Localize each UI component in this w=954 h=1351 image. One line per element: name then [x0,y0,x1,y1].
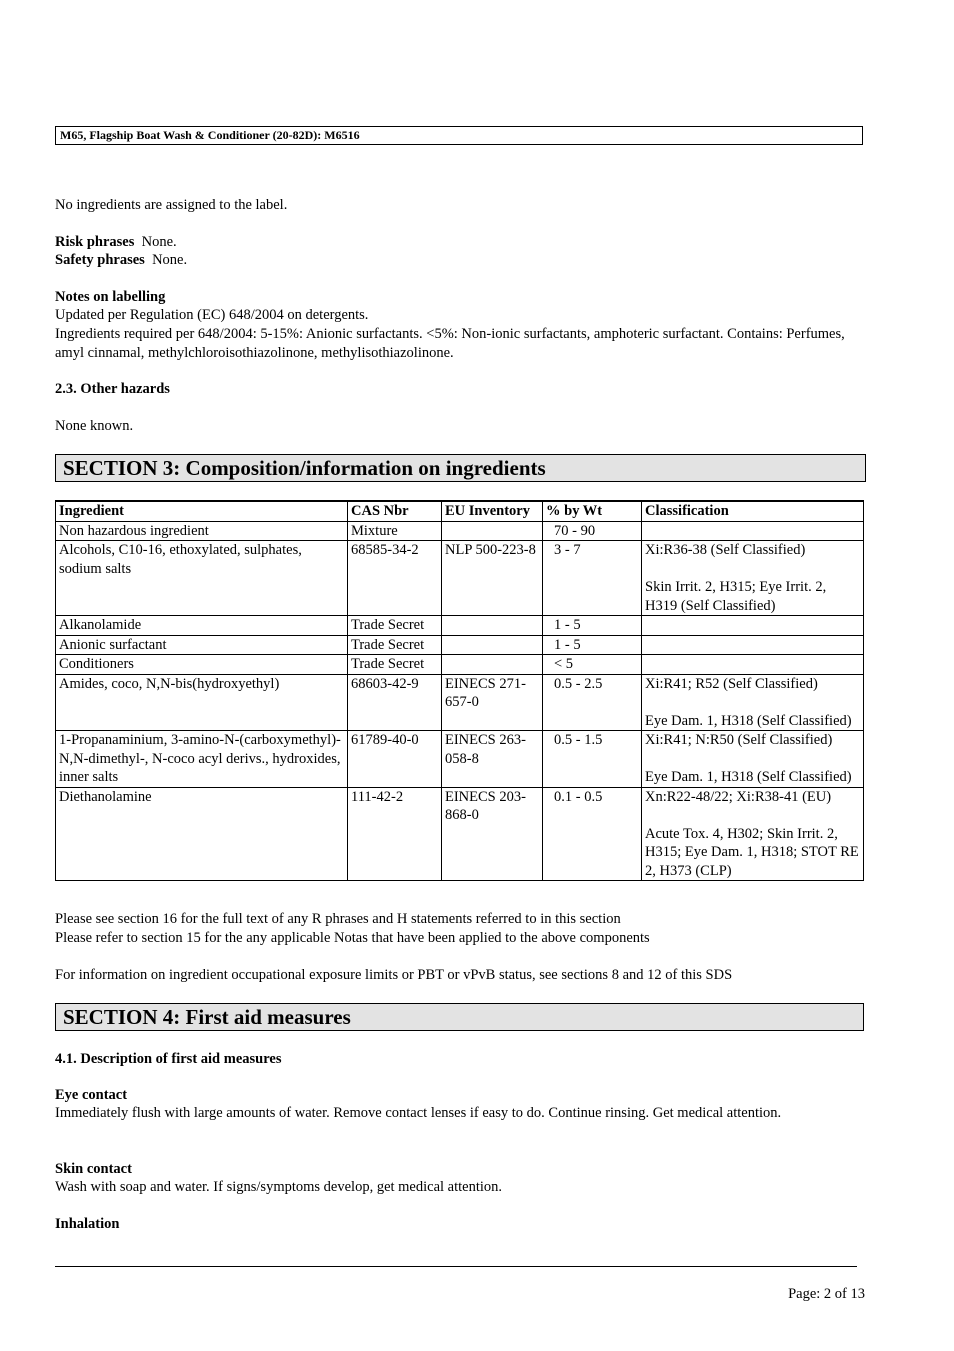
wt-cell: 1 - 5 [543,616,642,636]
ingredient-cell: Diethanolamine [56,787,348,881]
ingredient-cell: Anionic surfactant [56,635,348,655]
section3-title: SECTION 3: Composition/information on ingredients [55,454,866,482]
page-number: Page: 2 of 13 [788,1286,865,1302]
classification-h: Skin Irrit. 2, H315; Eye Irrit. 2, H319 (Self Classified) [645,579,827,614]
eye-contact-text: Immediately flush with large amounts of water. Remove contact lenses if easy to do. Continue rinsing. Get medical attention. [55,1105,782,1121]
classification-r: Xi:R41; R52 (Self Classified) [645,675,818,692]
cas-cell: Trade Secret [348,616,442,636]
section3-note1: Please see section 16 for the full text of any R phrases and H statements referred to in this section [55,911,621,927]
wt-cell: 0.5 - 1.5 [543,731,642,788]
eu-cell: EINECS 271-657-0 [442,674,543,731]
ingredients-table [55,500,864,881]
notes-heading: Notes on labelling [55,289,166,305]
eu-cell: EINECS 263-058-8 [442,731,543,788]
risk-phrases [55,233,867,252]
ingredient-cell: Non hazardous ingredient [56,521,348,541]
table-row [56,787,864,881]
classification-r: Xn:R22-48/22; Xi:R38-41 (EU) [645,788,832,805]
table-row [56,655,864,675]
safety-phrases-label: Safety phrases [55,252,145,268]
classification-cell [642,655,864,675]
footer-divider [55,1266,857,1267]
notes-line1: Updated per Regulation (EC) 648/2004 on detergents. [55,307,369,323]
table-row [56,541,864,616]
other-hazards-text: None known. [55,418,134,434]
cas-cell: 68603-42-9 [348,674,442,731]
classification-cell [642,731,864,788]
section4-sub-heading: 4.1. Description of first aid measures [55,1051,282,1067]
risk-phrases-value: None. [141,234,177,250]
skin-contact-heading: Skin contact [55,1161,132,1177]
ingredient-cell: 1-Propanaminium, 3-amino-N-(carboxymethyl)-N,N-dimethyl-, N-coco acyl derivs., hydroxides, inner salts [56,731,348,788]
eu-cell [442,635,543,655]
eu-cell: NLP 500-223-8 [442,541,543,616]
table-row [56,616,864,636]
cas-cell: Mixture [348,521,442,541]
safety-phrases-value: None. [152,252,188,268]
classification-cell [642,635,864,655]
classification-r: Xi:R41; N:R50 (Self Classified) [645,732,833,748]
eu-cell: EINECS 203-868-0 [442,787,543,881]
classification-cell [642,541,864,616]
other-hazards-heading: 2.3. Other hazards [55,381,170,397]
cas-cell: 61789-40-0 [348,731,442,788]
table-row [56,521,864,541]
eu-cell [442,655,543,675]
classification-r: Xi:R36-38 (Self Classified) [645,542,806,558]
classification-h: Acute Tox. 4, H302; Skin Irrit. 2, H315; Eye Dam. 1, H318; STOT RE 2, H373 (CLP) [645,825,859,879]
wt-cell: 0.5 - 2.5 [543,674,642,731]
ingredient-cell: Conditioners [56,655,348,675]
inhalation-heading: Inhalation [55,1216,120,1232]
eu-cell [442,616,543,636]
risk-phrases-label: Risk phrases [55,234,135,250]
cas-cell: Trade Secret [348,655,442,675]
col-cas: CAS Nbr [348,501,442,521]
no-ingredients-text: No ingredients are assigned to the label. [55,197,288,213]
classification-cell [642,616,864,636]
ingredient-cell: Alcohols, C10-16, ethoxylated, sulphates, sodium salts [56,541,348,616]
col-wt: % by Wt [543,501,642,521]
classification-h: Eye Dam. 1, H318 (Self Classified) [645,769,852,785]
document-header: M65, Flagship Boat Wash & Conditioner (20-82D): M6516 [55,126,863,145]
section3-note2: Please refer to section 15 for the any applicable Notas that have been applied to the above components [55,930,650,946]
cas-cell: Trade Secret [348,635,442,655]
ingredient-cell: Amides, coco, N,N-bis(hydroxyethyl) [56,674,348,731]
ingredient-cell: Alkanolamide [56,616,348,636]
eu-cell [442,521,543,541]
table-row [56,635,864,655]
cas-cell: 68585-34-2 [348,541,442,616]
col-ingredient: Ingredient [56,501,348,521]
classification-h: Eye Dam. 1, H318 (Self Classified) [645,712,852,729]
wt-cell: 1 - 5 [543,635,642,655]
wt-cell: 0.1 - 0.5 [543,787,642,881]
classification-cell [642,674,864,731]
classification-cell [642,521,864,541]
table-row [56,674,864,731]
classification-cell [642,787,864,881]
wt-cell: < 5 [543,655,642,675]
section4-title: SECTION 4: First aid measures [55,1003,864,1031]
col-eu-inventory: EU Inventory [442,501,543,521]
eye-contact-heading: Eye contact [55,1087,128,1103]
col-classification: Classification [642,501,864,521]
safety-phrases [55,251,867,270]
table-row [56,731,864,788]
notes-line2: Ingredients required per 648/2004: 5-15%: Anionic surfactants. <5%: Non-ionic surfactants, amphoteric surfactant. Contains: Perfumes, amyl cinnamal, methylchloroisothiazolinone, methylisothiazolinone. [55,326,845,361]
wt-cell: 70 - 90 [543,521,642,541]
wt-cell: 3 - 7 [543,541,642,616]
cas-cell: 111-42-2 [348,787,442,881]
table-header-row [56,501,864,521]
section3-note3: For information on ingredient occupational exposure limits or PBT or vPvB status, see sections 8 and 12 of this SDS [55,967,733,983]
skin-contact-text: Wash with soap and water. If signs/symptoms develop, get medical attention. [55,1179,503,1195]
